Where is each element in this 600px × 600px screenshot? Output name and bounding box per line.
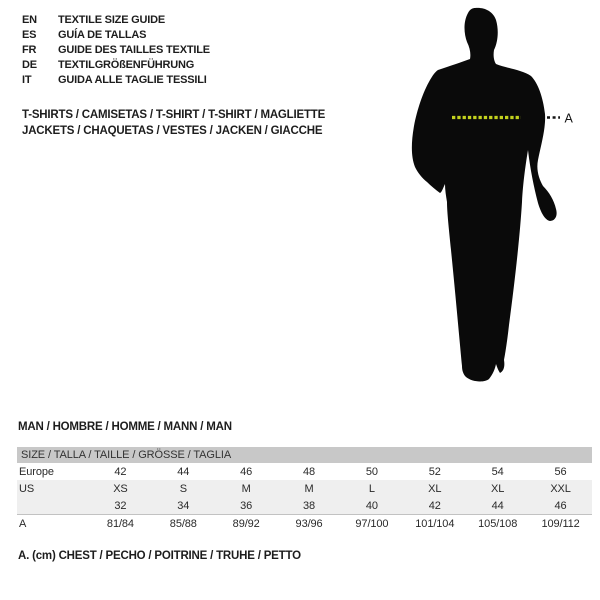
size-cell: 50 (365, 465, 378, 478)
language-code: ES (22, 29, 37, 41)
language-row (22, 58, 210, 73)
language-title: GUIDA ALLE TAGLIE TESSILI (58, 74, 207, 86)
language-code: FR (22, 44, 37, 56)
size-cell: 56 (554, 465, 567, 478)
language-title: TEXTILGRÖßENFÜHRUNG (58, 59, 195, 71)
size-cell: 36 (215, 497, 278, 515)
size-cell: 97/100 (355, 517, 389, 530)
size-table-header-row (17, 447, 592, 463)
garment-line-jackets: JACKETS / CHAQUETAS / VESTES / JACKEN / GIACCHE (22, 125, 323, 137)
size-cell: S (152, 480, 215, 497)
size-cell: XXL (529, 480, 592, 497)
size-cell: 48 (303, 465, 316, 478)
size-cell: 105/108 (478, 517, 518, 530)
size-cell: XL (403, 480, 466, 497)
table-row-chest-cm (17, 515, 592, 533)
table-row-us-numbers (17, 497, 592, 515)
language-row (22, 28, 210, 43)
language-title: GUÍA DE TALLAS (58, 29, 147, 41)
language-list (22, 13, 210, 88)
section-title-man: MAN / HOMBRE / HOMME / MANN / MAN (18, 421, 232, 433)
size-cell: 32 (89, 497, 152, 515)
size-cell: XS (89, 480, 152, 497)
size-cell: 85/88 (169, 517, 197, 530)
size-cell: 89/92 (232, 517, 260, 530)
size-cell: 40 (341, 497, 404, 515)
size-cell: 54 (491, 465, 504, 478)
row-label: A (19, 517, 27, 530)
garment-types (22, 107, 325, 139)
language-row (22, 73, 210, 88)
row-label: US (17, 480, 89, 497)
language-code: IT (22, 74, 32, 86)
language-row (22, 43, 210, 58)
measurement-footnote: A. (cm) CHEST / PECHO / POITRINE / TRUHE / PETTO (18, 550, 301, 562)
size-cell: 44 (466, 497, 529, 515)
man-figure-svg (400, 0, 600, 400)
language-title: GUIDE DES TAILLES TEXTILE (58, 44, 210, 56)
size-cell: 38 (278, 497, 341, 515)
size-cell: 101/104 (415, 517, 455, 530)
size-cell: 81/84 (106, 517, 134, 530)
size-cell: 93/96 (295, 517, 323, 530)
language-code: DE (22, 59, 37, 71)
size-cell: L (341, 480, 404, 497)
size-cell: M (215, 480, 278, 497)
size-cell: 109/112 (541, 517, 580, 530)
size-cell: 46 (529, 497, 592, 515)
size-table (17, 447, 592, 532)
size-cell: XL (466, 480, 529, 497)
size-cell: 42 (403, 497, 466, 515)
language-title: TEXTILE SIZE GUIDE (58, 14, 166, 26)
measure-label-a: A (564, 111, 573, 126)
language-code: EN (22, 14, 37, 26)
garment-line-tshirts: T-SHIRTS / CAMISETAS / T-SHIRT / T-SHIRT / MAGLIETTE (22, 109, 326, 121)
man-silhouette (412, 8, 557, 382)
table-row-europe (17, 463, 592, 480)
size-cell: M (278, 480, 341, 497)
size-cell: 52 (428, 465, 441, 478)
size-cell: 44 (177, 465, 190, 478)
language-row (22, 13, 210, 28)
size-cell: 42 (114, 465, 127, 478)
size-table-header: SIZE / TALLA / TAILLE / GRÖSSE / TAGLIA (17, 447, 592, 463)
row-label (17, 497, 89, 515)
size-cell: 46 (240, 465, 253, 478)
table-row-us-letters (17, 480, 592, 497)
size-cell: 34 (152, 497, 215, 515)
row-label: Europe (19, 465, 54, 478)
